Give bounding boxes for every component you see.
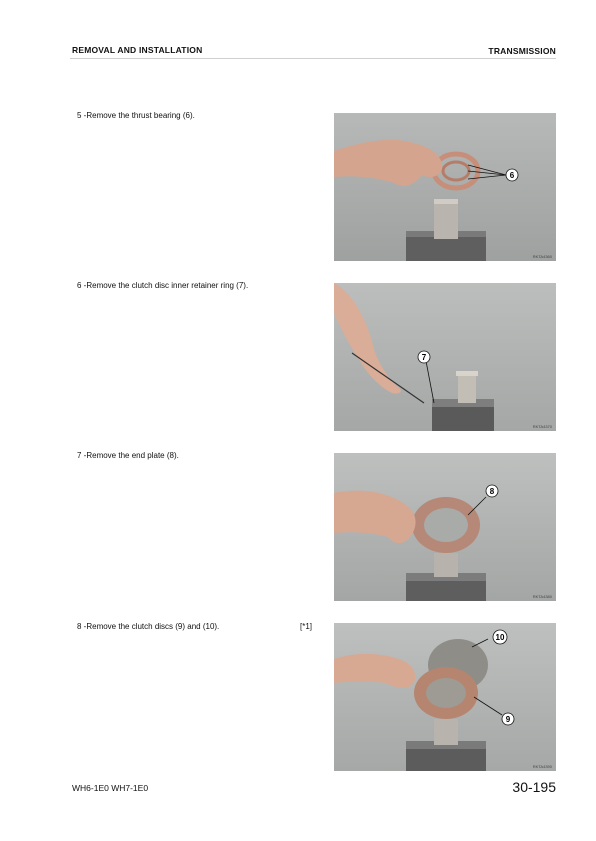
step-6-text: 6 -Remove the clutch disc inner retainer ring (7). (77, 281, 249, 290)
callout-6: 6 (509, 171, 515, 180)
step-7-text: 7 -Remove the end plate (8). (77, 451, 179, 460)
step-8-reference: [*1] (300, 622, 313, 631)
header-section-title: REMOVAL AND INSTALLATION (72, 45, 203, 55)
footer-models: WH6-1E0 WH7-1E0 (72, 783, 149, 793)
photo-code: RKTA4380 (532, 594, 552, 599)
photo-code: RKTA4360 (532, 254, 552, 259)
step-5-text: 5 -Remove the thrust bearing (6). (77, 111, 195, 120)
step-7-photo (334, 453, 556, 601)
callout-7: 7 (421, 353, 427, 362)
header-rule (70, 58, 556, 59)
photo-code: RKTA4390 (532, 764, 552, 769)
header-chapter-title: TRANSMISSION (488, 46, 556, 56)
step-8-text: 8 -Remove the clutch discs (9) and (10). (77, 622, 220, 631)
footer-page-number: 30-195 (512, 779, 556, 795)
callout-8: 8 (489, 487, 495, 496)
photo-code: RKTA4370 (532, 424, 552, 429)
step-8-photo (334, 623, 556, 771)
step-6-photo (334, 283, 556, 431)
step-5-photo (334, 113, 556, 261)
callout-10: 10 (495, 633, 505, 642)
callout-9: 9 (505, 715, 511, 724)
